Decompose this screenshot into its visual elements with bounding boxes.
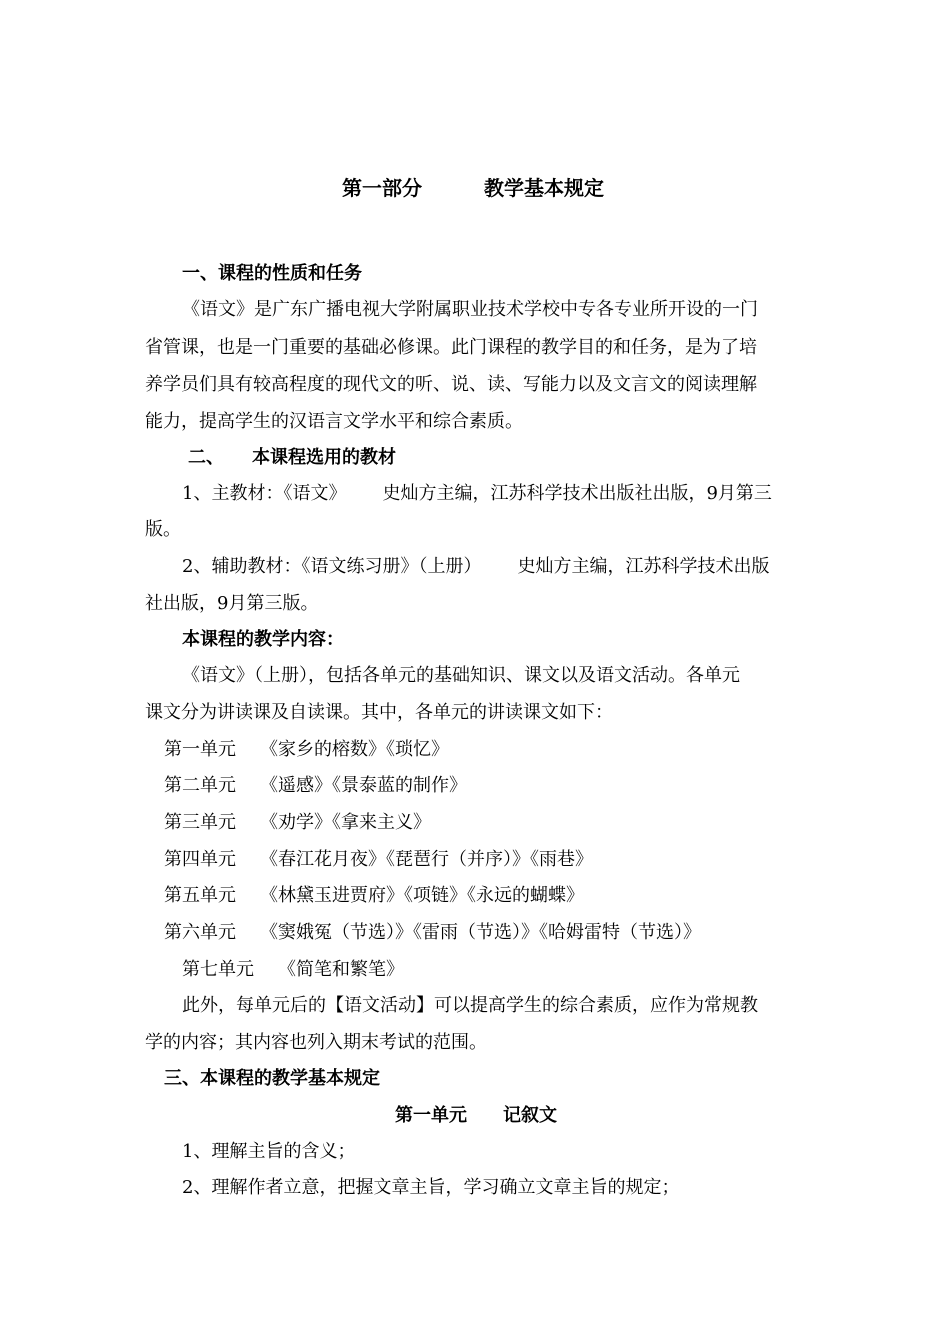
paragraph-line: 版。	[145, 519, 181, 540]
unit-texts: 《林黛玉进贾府》《项链》《永远的蝴蝶》	[260, 885, 584, 906]
unit-title	[395, 1104, 557, 1128]
unit-name: 第五单元	[164, 885, 236, 906]
content-heading: 本课程的教学内容：	[182, 629, 344, 650]
section-3-heading: 三、本课程的教学基本规定	[164, 1068, 380, 1089]
paragraph-line: 社出版，9月第三版。	[145, 593, 319, 614]
unit-texts: 《窦娥冤（节选）》《雷雨（节选）》《哈姆雷特（节选）》	[260, 922, 701, 943]
main-textbook-info: 史灿方主编，江苏科学技术出版社出版，9月第三	[382, 483, 772, 504]
section-1-heading: 一、课程的性质和任务	[182, 263, 362, 284]
unit-list-item	[164, 921, 701, 945]
unit-title-name: 第一单元	[395, 1105, 467, 1126]
unit-list-item	[182, 958, 404, 982]
main-textbook-label: 1、主教材：《语文》	[182, 483, 347, 504]
paragraph-line: 能力，提高学生的汉语言文学水平和综合素质。	[145, 411, 523, 432]
paragraph-line: 此外，每单元后的【语文活动】可以提高学生的综合素质，应作为常规教	[182, 995, 758, 1016]
unit-texts: 《劝学》《拿来主义》	[260, 812, 431, 833]
page-title	[342, 176, 604, 200]
page-title-text: 教学基本规定	[484, 176, 604, 200]
requirement-item: 1、理解主旨的含义；	[182, 1141, 356, 1162]
section-2-title: 本课程选用的教材	[252, 447, 396, 468]
paragraph-line: 养学员们具有较高程度的现代文的听、说、读、写能力以及文言文的阅读理解	[145, 374, 757, 395]
page-title-part: 第一部分	[342, 176, 422, 200]
section-2-heading	[188, 446, 396, 470]
unit-name: 第七单元	[182, 959, 254, 980]
unit-list-item	[164, 774, 467, 798]
aux-textbook-line	[182, 555, 769, 579]
unit-name: 第一单元	[164, 739, 236, 760]
unit-list-item	[164, 811, 431, 835]
unit-list-item	[164, 884, 584, 908]
unit-texts: 《遥感》《景泰蓝的制作》	[260, 775, 467, 796]
paragraph-line: 课文分为讲读课及自读课。其中，各单元的讲读课文如下：	[145, 702, 613, 723]
aux-textbook-label: 2、辅助教材：《语文练习册》（上册）	[182, 556, 482, 577]
unit-name: 第三单元	[164, 812, 236, 833]
section-2-number: 二、	[188, 447, 224, 468]
paragraph-line: 《语文》（上册），包括各单元的基础知识、课文以及语文活动。各单元	[182, 665, 740, 686]
aux-textbook-info: 史灿方主编，江苏科学技术出版	[517, 556, 770, 577]
paragraph-line: 《语文》是广东广播电视大学附属职业技术学校中专各专业所开设的一门	[182, 299, 758, 320]
unit-name: 第四单元	[164, 849, 236, 870]
unit-texts: 《家乡的榕数》《琐忆》	[260, 739, 449, 760]
unit-name: 第六单元	[164, 922, 236, 943]
unit-texts: 《简笔和繁笔》	[278, 959, 404, 980]
unit-list-item	[164, 848, 593, 872]
unit-name: 第二单元	[164, 775, 236, 796]
paragraph-line: 学的内容；其内容也列入期末考试的范围。	[145, 1032, 487, 1053]
unit-list-item	[164, 738, 449, 762]
paragraph-line: 省管课，也是一门重要的基础必修课。此门课程的教学目的和任务，是为了培	[145, 337, 757, 358]
main-textbook-line	[182, 482, 772, 506]
unit-texts: 《春江花月夜》《琵琶行（并序）》《雨巷》	[260, 849, 593, 870]
requirement-item: 2、理解作者立意，把握文章主旨，学习确立文章主旨的规定；	[182, 1177, 680, 1198]
unit-title-genre: 记叙文	[503, 1105, 557, 1126]
